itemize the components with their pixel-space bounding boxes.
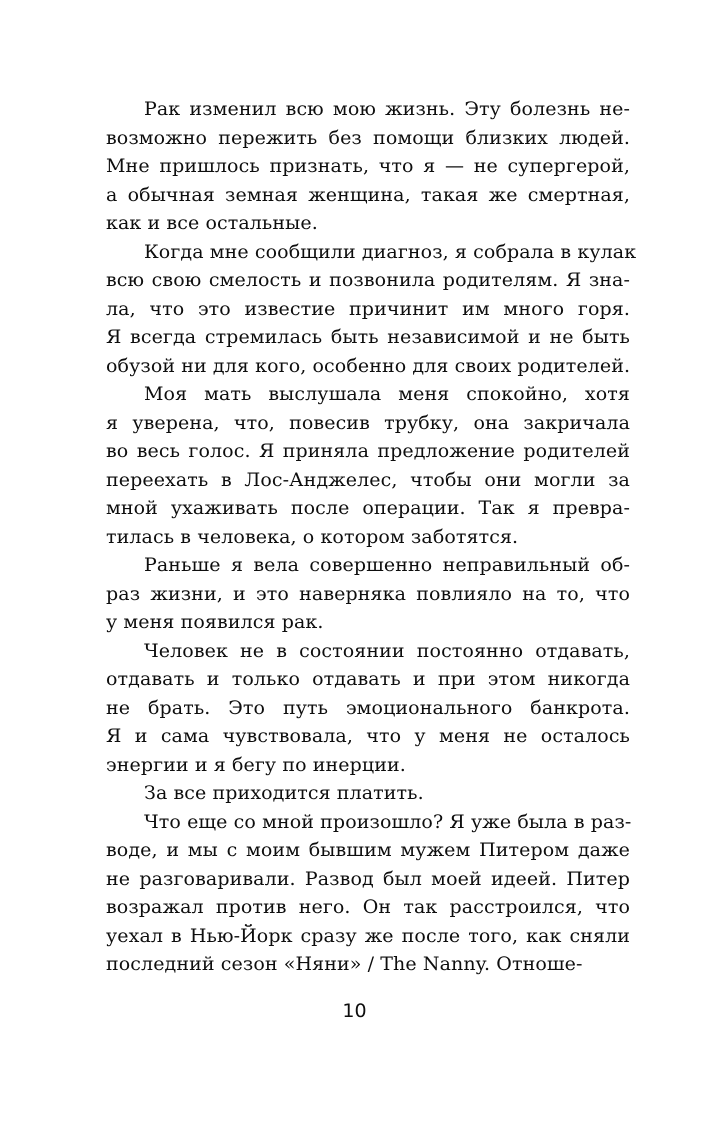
text-line: как и все остальные.	[106, 212, 318, 234]
text-line: мной ухаживать после операции. Так я превра-	[106, 497, 630, 519]
text-line: не брать. Это путь эмоционального банкрота.	[106, 696, 630, 719]
paragraph	[106, 637, 630, 780]
text-line: Я и сама чувствовала, что у меня не осталось	[106, 725, 630, 747]
text-line: энергии и я бегу по инерции.	[106, 753, 406, 776]
text-line: возможно пережить без помощи близких людей.	[106, 126, 630, 149]
text-line: воде, и мы с моим бывшим мужем Питером даже	[106, 839, 630, 861]
text-line: Человек не в состоянии постоянно отдавать,	[144, 639, 630, 662]
text-line: переехать в Лос-Анджелес, чтобы они могли за	[106, 468, 630, 491]
text-line: обузой ни для кого, особенно для своих родителей.	[106, 354, 631, 377]
text-line: я уверена, что, повесив трубку, она закричала	[106, 411, 630, 434]
text-line: ла, что это известие причинит им много горя.	[106, 297, 630, 320]
text-line: Раньше я вела совершенно неправильный об-	[144, 554, 630, 576]
text-line: возражал против него. Он так расстроился, что	[106, 896, 630, 918]
text-line: Что еще со мной произошло? Я уже была в раз-	[144, 810, 632, 833]
paragraph	[106, 808, 630, 979]
text-line: а обычная земная женщина, такая же смертная,	[106, 183, 630, 206]
text-line: Я всегда стремилась быть независимой и не быть	[106, 326, 630, 348]
paragraph	[106, 551, 630, 637]
text-line: уехал в Нью-Йорк сразу же после того, как сняли	[106, 924, 630, 947]
text-line: Моя мать выслушала меня спокойно, хотя	[144, 383, 630, 405]
paragraph	[106, 95, 630, 238]
text-line: последний сезон «Няни» / The Nanny. Отноше-	[106, 953, 583, 975]
text-line: Рак изменил всю мою жизнь. Эту болезнь не-	[144, 98, 630, 120]
text-line: Когда мне сообщили диагноз, я собрала в кулак	[144, 240, 637, 263]
page-number: 10	[342, 1000, 367, 1022]
paragraph	[106, 380, 630, 551]
text-line: всю свою смелость и позвонила родителям. Я зна-	[106, 269, 630, 291]
text-line: у меня появился рак.	[106, 611, 324, 633]
text-line: За все приходится платить.	[144, 782, 424, 804]
paragraph	[106, 779, 630, 808]
text-line: тилась в человека, о котором заботятся.	[106, 525, 519, 548]
paragraph	[106, 238, 637, 381]
text-line: во весь голос. Я приняла предложение родителей	[106, 440, 630, 462]
text-line: Мне пришлось признать, что я — не супергерой,	[106, 155, 630, 177]
text-line: отдавать и только отдавать и при этом никогда	[106, 668, 630, 690]
text-line: не разговаривали. Развод был моей идеей. Питер	[106, 867, 630, 890]
page-text	[106, 95, 637, 979]
text-line: раз жизни, и это наверняка повлияло на то, что	[106, 582, 630, 605]
